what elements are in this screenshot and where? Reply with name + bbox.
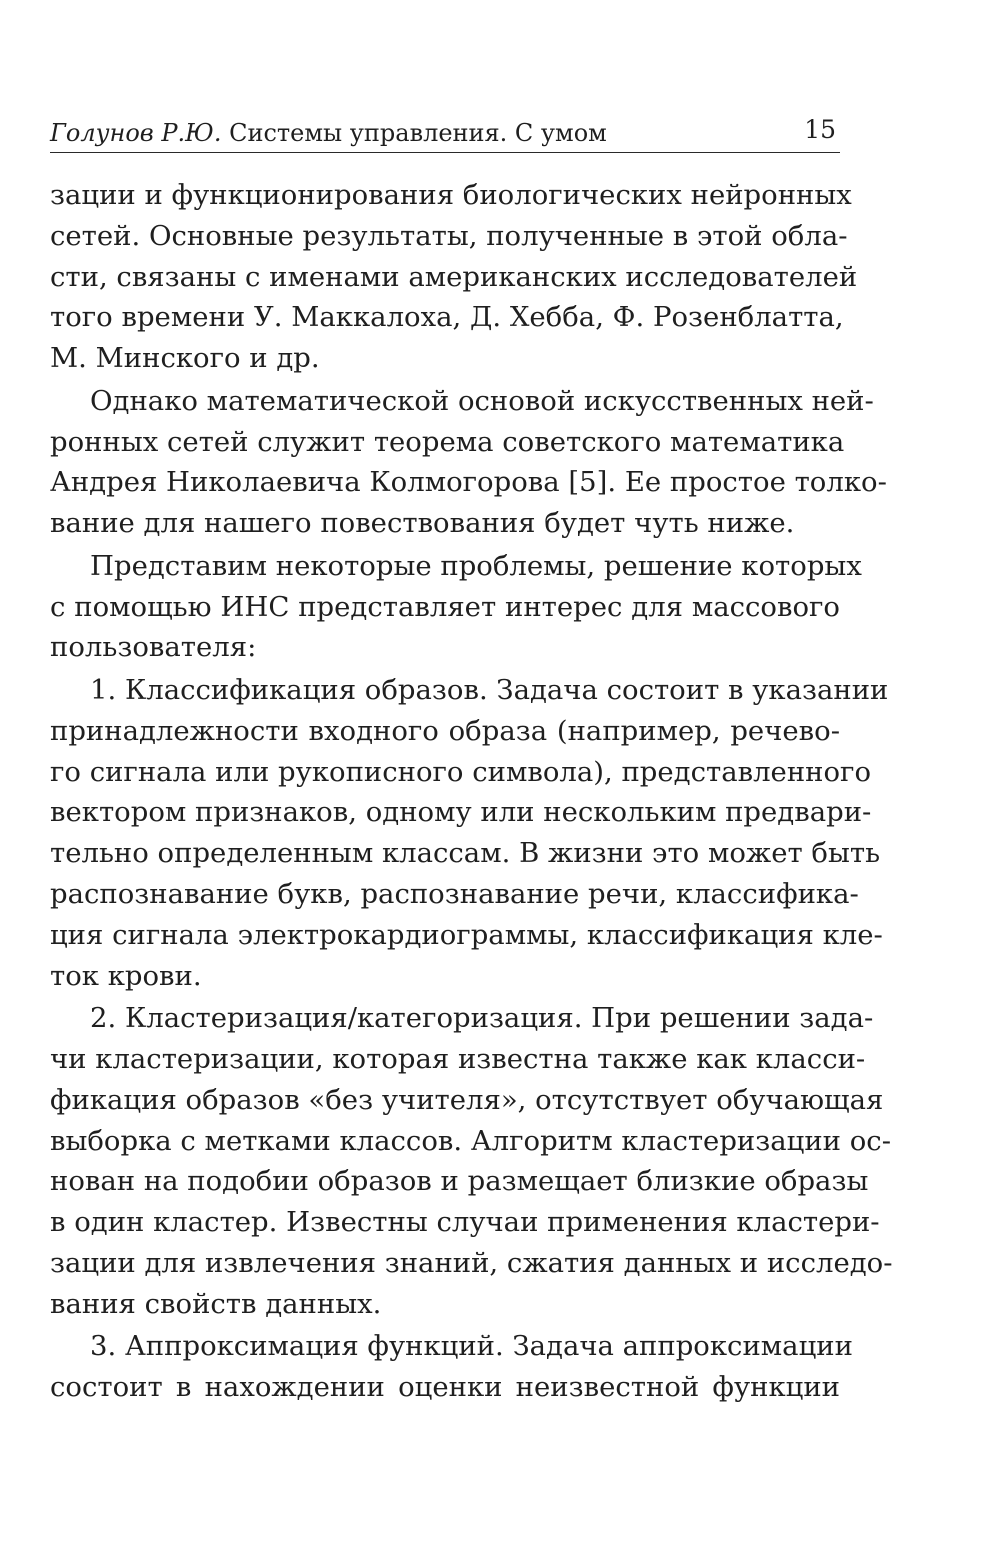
text-line: ток крови. [50,959,202,992]
text-line: 3. Аппроксимация функций. Задача аппроксимации [90,1330,853,1363]
text-line: го сигнала или рукописного символа), представленного [50,755,872,788]
header-author: Голунов Р.Ю. [50,119,222,147]
text-line: Андрея Николаевича Колмогорова [5]. Ее простое толко- [50,466,887,499]
text-line: фикация образов «без учителя», отсутствует обучающая [50,1083,884,1116]
text-line: 1. Классификация образов. Задача состоит в указании [90,673,889,706]
text-line: вектором признаков, одному или нескольким предвари- [50,796,872,829]
text-line: ция сигнала электрокардиограммы, классификация кле- [50,918,883,951]
paragraph-problems-intro [50,546,862,668]
text-line: в один кластер. Известны случаи применения кластери- [50,1206,880,1239]
text-line: сти, связаны с именами американских исследователей [50,260,858,293]
text-line: ронных сетей служит теорема советского математика [50,425,845,458]
text-line: с помощью ИНС представляет интерес для массового [50,590,840,623]
list-item-approximation [50,1326,853,1408]
text-line: вания свойств данных. [50,1287,382,1320]
text-line: вание для нашего повествования будет чуть ниже. [50,507,795,540]
body-text [50,175,893,1408]
text-line: тельно определенным классам. В жизни это может быть [50,837,881,870]
list-item-clustering [50,998,893,1324]
header-book-title: Системы управления. С умом [229,119,607,147]
paragraph-kolmogorov [50,381,887,544]
text-line: зации для извлечения знаний, сжатия данных и исследо- [50,1246,893,1279]
text-line: распознавание букв, распознавание речи, классифика- [50,877,859,910]
page-number: 15 [804,115,836,144]
text-line: выборка с метками классов. Алгоритм кластеризации ос- [50,1124,891,1157]
text-line: пользователя: [50,631,257,664]
text-line: сетей. Основные результаты, полученные в этой обла- [50,219,848,252]
text-line: М. Минского и др. [50,342,320,375]
running-header [50,112,840,153]
list-item-classification [50,670,889,996]
text-line: 2. Кластеризация/категоризация. При решении зада- [90,1002,874,1035]
text-line: того времени У. Маккалоха, Д. Хебба, Ф. Розенблатта, [50,301,844,334]
text-line: состоит в нахождении оценки неизвестной функции [50,1371,840,1404]
text-line: Однако математической основой искусственных ней- [90,384,874,417]
text-line: зации и функционирования биологических нейронных [50,179,852,211]
text-line: нован на подобии образов и размещает близкие образы [50,1165,869,1198]
text-line: Представим некоторые проблемы, решение которых [90,549,862,582]
text-line: принадлежности входного образа (например, речево- [50,714,840,747]
book-page [50,0,893,1541]
text-line: чи кластеризации, которая известна также как класси- [50,1042,866,1075]
header-title [50,118,607,148]
paragraph-continuation [50,175,858,379]
